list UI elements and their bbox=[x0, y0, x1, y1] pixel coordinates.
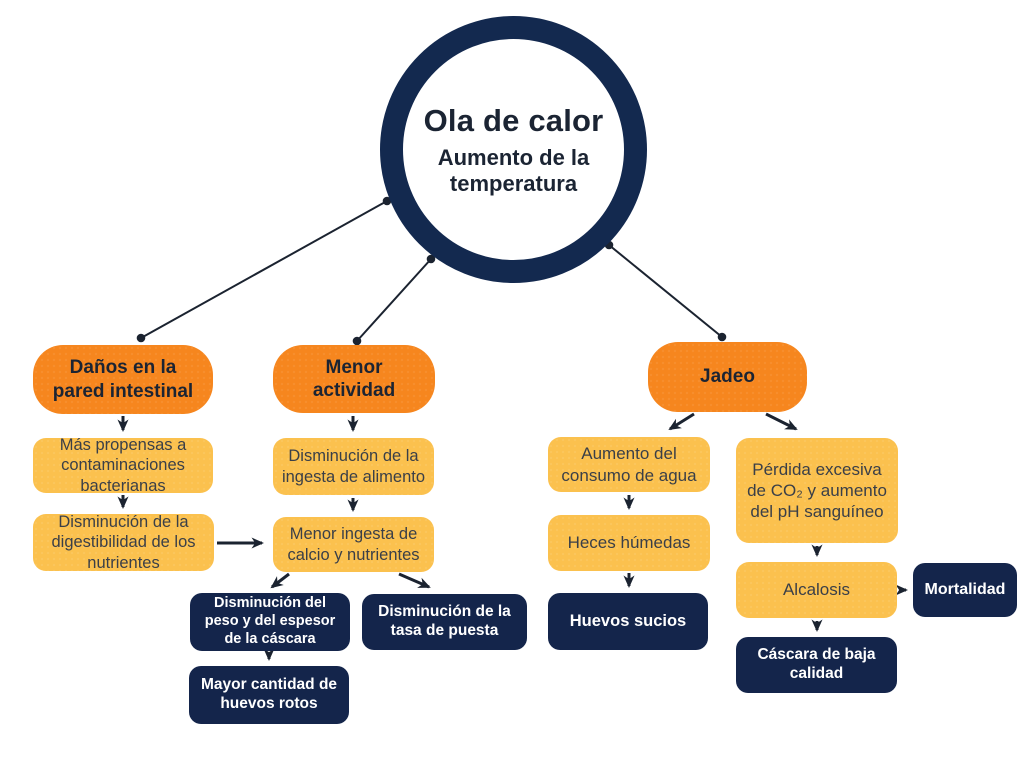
circle-subtitle: Aumento de la temperatura bbox=[437, 144, 590, 196]
node-mortalidad: Mortalidad bbox=[913, 563, 1017, 617]
node-mas-propensas-contaminaciones: Más propensas a contaminaciones bacterianas bbox=[33, 438, 213, 493]
node-jadeo: Jadeo bbox=[648, 342, 807, 412]
node-perdida-co2-ph: Pérdida excesiva de CO₂ y aumento del pH sanguíneo bbox=[736, 438, 898, 543]
node-disminucion-digestibilidad: Disminución de la digestibilidad de los nutrientes bbox=[33, 514, 214, 571]
node-cascara-baja-calidad: Cáscara de baja calidad bbox=[736, 637, 897, 693]
node-huevos-sucios: Huevos sucios bbox=[548, 593, 708, 650]
node-alcalosis: Alcalosis bbox=[736, 562, 897, 618]
node-danos-pared-intestinal: Daños en la pared intestinal bbox=[33, 345, 213, 414]
node-disminucion-tasa-puesta: Disminución de la tasa de puesta bbox=[362, 594, 527, 650]
node-disminucion-ingesta-alimento: Disminución de la ingesta de alimento bbox=[273, 438, 434, 495]
node-menor-actividad: Menor actividad bbox=[273, 345, 435, 413]
node-aumento-consumo-agua: Aumento del consumo de agua bbox=[548, 437, 710, 492]
heatwave-circle bbox=[380, 16, 647, 283]
node-heces-humedas: Heces húmedas bbox=[548, 515, 710, 571]
node-mayor-huevos-rotos: Mayor cantidad de huevos rotos bbox=[189, 666, 349, 724]
node-menor-ingesta-calcio: Menor ingesta de calcio y nutrientes bbox=[273, 517, 434, 572]
node-disminucion-peso-espesor-cascara: Disminución del peso y del espesor de la cáscara bbox=[190, 593, 350, 651]
circle-title: Ola de calor bbox=[423, 102, 604, 138]
